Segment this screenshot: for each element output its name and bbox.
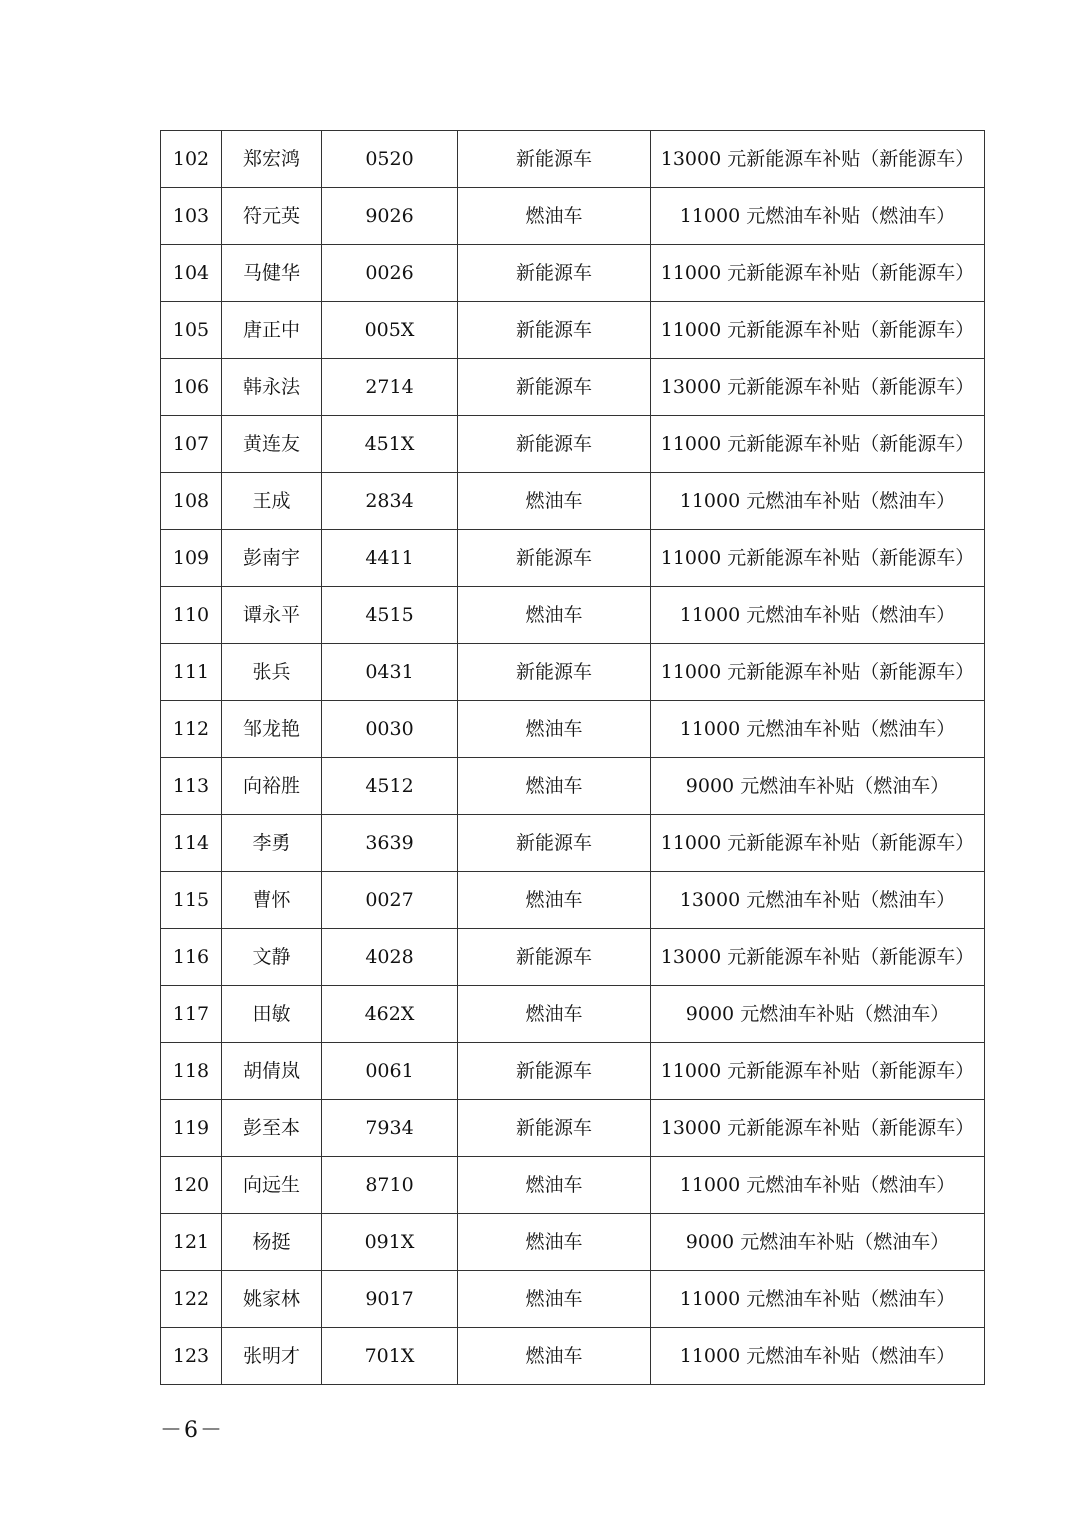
vehicle-type-cell: 燃油车 xyxy=(458,758,651,815)
subsidy-cell: 11000 元燃油车补贴（燃油车） xyxy=(651,1157,985,1214)
name-cell: 谭永平 xyxy=(222,587,322,644)
id-suffix-cell: 0027 xyxy=(322,872,458,929)
table-row xyxy=(161,302,985,359)
id-suffix-cell: 9017 xyxy=(322,1271,458,1328)
table-row xyxy=(161,701,985,758)
id-suffix-cell: 462X xyxy=(322,986,458,1043)
id-suffix-cell: 3639 xyxy=(322,815,458,872)
id-suffix-cell: 0431 xyxy=(322,644,458,701)
id-suffix-cell: 4411 xyxy=(322,530,458,587)
name-cell: 胡倩岚 xyxy=(222,1043,322,1100)
row-number-cell: 115 xyxy=(161,872,222,929)
subsidy-cell: 9000 元燃油车补贴（燃油车） xyxy=(651,758,985,815)
row-number-cell: 103 xyxy=(161,188,222,245)
row-number-cell: 120 xyxy=(161,1157,222,1214)
subsidy-cell: 13000 元新能源车补贴（新能源车） xyxy=(651,929,985,986)
subsidy-cell: 13000 元新能源车补贴（新能源车） xyxy=(651,1100,985,1157)
id-suffix-cell: 8710 xyxy=(322,1157,458,1214)
table-row xyxy=(161,929,985,986)
row-number-cell: 110 xyxy=(161,587,222,644)
name-cell: 杨挺 xyxy=(222,1214,322,1271)
table-row xyxy=(161,986,985,1043)
subsidy-cell: 11000 元新能源车补贴（新能源车） xyxy=(651,302,985,359)
table-row xyxy=(161,1043,985,1100)
table-row xyxy=(161,815,985,872)
table-row xyxy=(161,416,985,473)
id-suffix-cell: 4028 xyxy=(322,929,458,986)
vehicle-type-cell: 燃油车 xyxy=(458,473,651,530)
vehicle-type-cell: 新能源车 xyxy=(458,815,651,872)
subsidy-cell: 9000 元燃油车补贴（燃油车） xyxy=(651,986,985,1043)
id-suffix-cell: 2834 xyxy=(322,473,458,530)
table-row xyxy=(161,587,985,644)
row-number-cell: 122 xyxy=(161,1271,222,1328)
subsidy-cell: 11000 元燃油车补贴（燃油车） xyxy=(651,188,985,245)
row-number-cell: 114 xyxy=(161,815,222,872)
id-suffix-cell: 091X xyxy=(322,1214,458,1271)
subsidy-cell: 11000 元新能源车补贴（新能源车） xyxy=(651,416,985,473)
subsidy-cell: 11000 元燃油车补贴（燃油车） xyxy=(651,1271,985,1328)
vehicle-type-cell: 新能源车 xyxy=(458,359,651,416)
name-cell: 张兵 xyxy=(222,644,322,701)
row-number-cell: 102 xyxy=(161,131,222,188)
table-row xyxy=(161,245,985,302)
row-number-cell: 118 xyxy=(161,1043,222,1100)
name-cell: 王成 xyxy=(222,473,322,530)
table-row xyxy=(161,530,985,587)
vehicle-type-cell: 燃油车 xyxy=(458,701,651,758)
subsidy-cell: 11000 元燃油车补贴（燃油车） xyxy=(651,701,985,758)
name-cell: 李勇 xyxy=(222,815,322,872)
table-row xyxy=(161,1100,985,1157)
table-row xyxy=(161,188,985,245)
id-suffix-cell: 0030 xyxy=(322,701,458,758)
table-row xyxy=(161,1271,985,1328)
name-cell: 唐正中 xyxy=(222,302,322,359)
row-number-cell: 111 xyxy=(161,644,222,701)
id-suffix-cell: 2714 xyxy=(322,359,458,416)
vehicle-type-cell: 燃油车 xyxy=(458,1157,651,1214)
subsidy-cell: 11000 元新能源车补贴（新能源车） xyxy=(651,644,985,701)
vehicle-type-cell: 新能源车 xyxy=(458,302,651,359)
page-number: －6－ xyxy=(160,1418,224,1443)
vehicle-type-cell: 燃油车 xyxy=(458,587,651,644)
table-row xyxy=(161,758,985,815)
row-number-cell: 105 xyxy=(161,302,222,359)
name-cell: 彭至本 xyxy=(222,1100,322,1157)
name-cell: 姚家林 xyxy=(222,1271,322,1328)
id-suffix-cell: 005X xyxy=(322,302,458,359)
table-row xyxy=(161,644,985,701)
id-suffix-cell: 4515 xyxy=(322,587,458,644)
subsidy-cell: 13000 元燃油车补贴（燃油车） xyxy=(651,872,985,929)
vehicle-type-cell: 燃油车 xyxy=(458,188,651,245)
row-number-cell: 112 xyxy=(161,701,222,758)
vehicle-type-cell: 燃油车 xyxy=(458,872,651,929)
row-number-cell: 106 xyxy=(161,359,222,416)
subsidy-cell: 11000 元新能源车补贴（新能源车） xyxy=(651,815,985,872)
vehicle-type-cell: 燃油车 xyxy=(458,1328,651,1385)
name-cell: 文静 xyxy=(222,929,322,986)
vehicle-type-cell: 新能源车 xyxy=(458,245,651,302)
name-cell: 向裕胜 xyxy=(222,758,322,815)
vehicle-type-cell: 新能源车 xyxy=(458,530,651,587)
row-number-cell: 121 xyxy=(161,1214,222,1271)
id-suffix-cell: 0061 xyxy=(322,1043,458,1100)
subsidy-cell: 11000 元燃油车补贴（燃油车） xyxy=(651,1328,985,1385)
name-cell: 彭南宇 xyxy=(222,530,322,587)
subsidy-cell: 13000 元新能源车补贴（新能源车） xyxy=(651,359,985,416)
subsidy-cell: 13000 元新能源车补贴（新能源车） xyxy=(651,131,985,188)
name-cell: 曹怀 xyxy=(222,872,322,929)
vehicle-type-cell: 新能源车 xyxy=(458,644,651,701)
name-cell: 张明才 xyxy=(222,1328,322,1385)
row-number-cell: 108 xyxy=(161,473,222,530)
table-row xyxy=(161,1157,985,1214)
subsidy-cell: 11000 元新能源车补贴（新能源车） xyxy=(651,245,985,302)
subsidy-table-body xyxy=(161,131,985,1385)
id-suffix-cell: 4512 xyxy=(322,758,458,815)
subsidy-cell: 11000 元燃油车补贴（燃油车） xyxy=(651,473,985,530)
row-number-cell: 109 xyxy=(161,530,222,587)
vehicle-type-cell: 新能源车 xyxy=(458,929,651,986)
name-cell: 向远生 xyxy=(222,1157,322,1214)
id-suffix-cell: 0520 xyxy=(322,131,458,188)
table-row xyxy=(161,359,985,416)
table-row xyxy=(161,473,985,530)
vehicle-type-cell: 新能源车 xyxy=(458,131,651,188)
vehicle-type-cell: 新能源车 xyxy=(458,1043,651,1100)
id-suffix-cell: 0026 xyxy=(322,245,458,302)
vehicle-type-cell: 燃油车 xyxy=(458,1271,651,1328)
row-number-cell: 116 xyxy=(161,929,222,986)
name-cell: 韩永法 xyxy=(222,359,322,416)
vehicle-type-cell: 新能源车 xyxy=(458,416,651,473)
subsidy-cell: 9000 元燃油车补贴（燃油车） xyxy=(651,1214,985,1271)
table-row xyxy=(161,1328,985,1385)
subsidy-cell: 11000 元新能源车补贴（新能源车） xyxy=(651,530,985,587)
subsidy-cell: 11000 元燃油车补贴（燃油车） xyxy=(651,587,985,644)
subsidy-table xyxy=(160,130,985,1385)
vehicle-type-cell: 燃油车 xyxy=(458,986,651,1043)
subsidy-cell: 11000 元新能源车补贴（新能源车） xyxy=(651,1043,985,1100)
name-cell: 符元英 xyxy=(222,188,322,245)
row-number-cell: 119 xyxy=(161,1100,222,1157)
name-cell: 马健华 xyxy=(222,245,322,302)
vehicle-type-cell: 燃油车 xyxy=(458,1214,651,1271)
row-number-cell: 123 xyxy=(161,1328,222,1385)
row-number-cell: 113 xyxy=(161,758,222,815)
id-suffix-cell: 7934 xyxy=(322,1100,458,1157)
id-suffix-cell: 451X xyxy=(322,416,458,473)
table-row xyxy=(161,1214,985,1271)
row-number-cell: 117 xyxy=(161,986,222,1043)
table-row xyxy=(161,131,985,188)
vehicle-type-cell: 新能源车 xyxy=(458,1100,651,1157)
name-cell: 田敏 xyxy=(222,986,322,1043)
name-cell: 黄连友 xyxy=(222,416,322,473)
id-suffix-cell: 9026 xyxy=(322,188,458,245)
name-cell: 郑宏鸿 xyxy=(222,131,322,188)
table-row xyxy=(161,872,985,929)
name-cell: 邹龙艳 xyxy=(222,701,322,758)
row-number-cell: 107 xyxy=(161,416,222,473)
id-suffix-cell: 701X xyxy=(322,1328,458,1385)
row-number-cell: 104 xyxy=(161,245,222,302)
